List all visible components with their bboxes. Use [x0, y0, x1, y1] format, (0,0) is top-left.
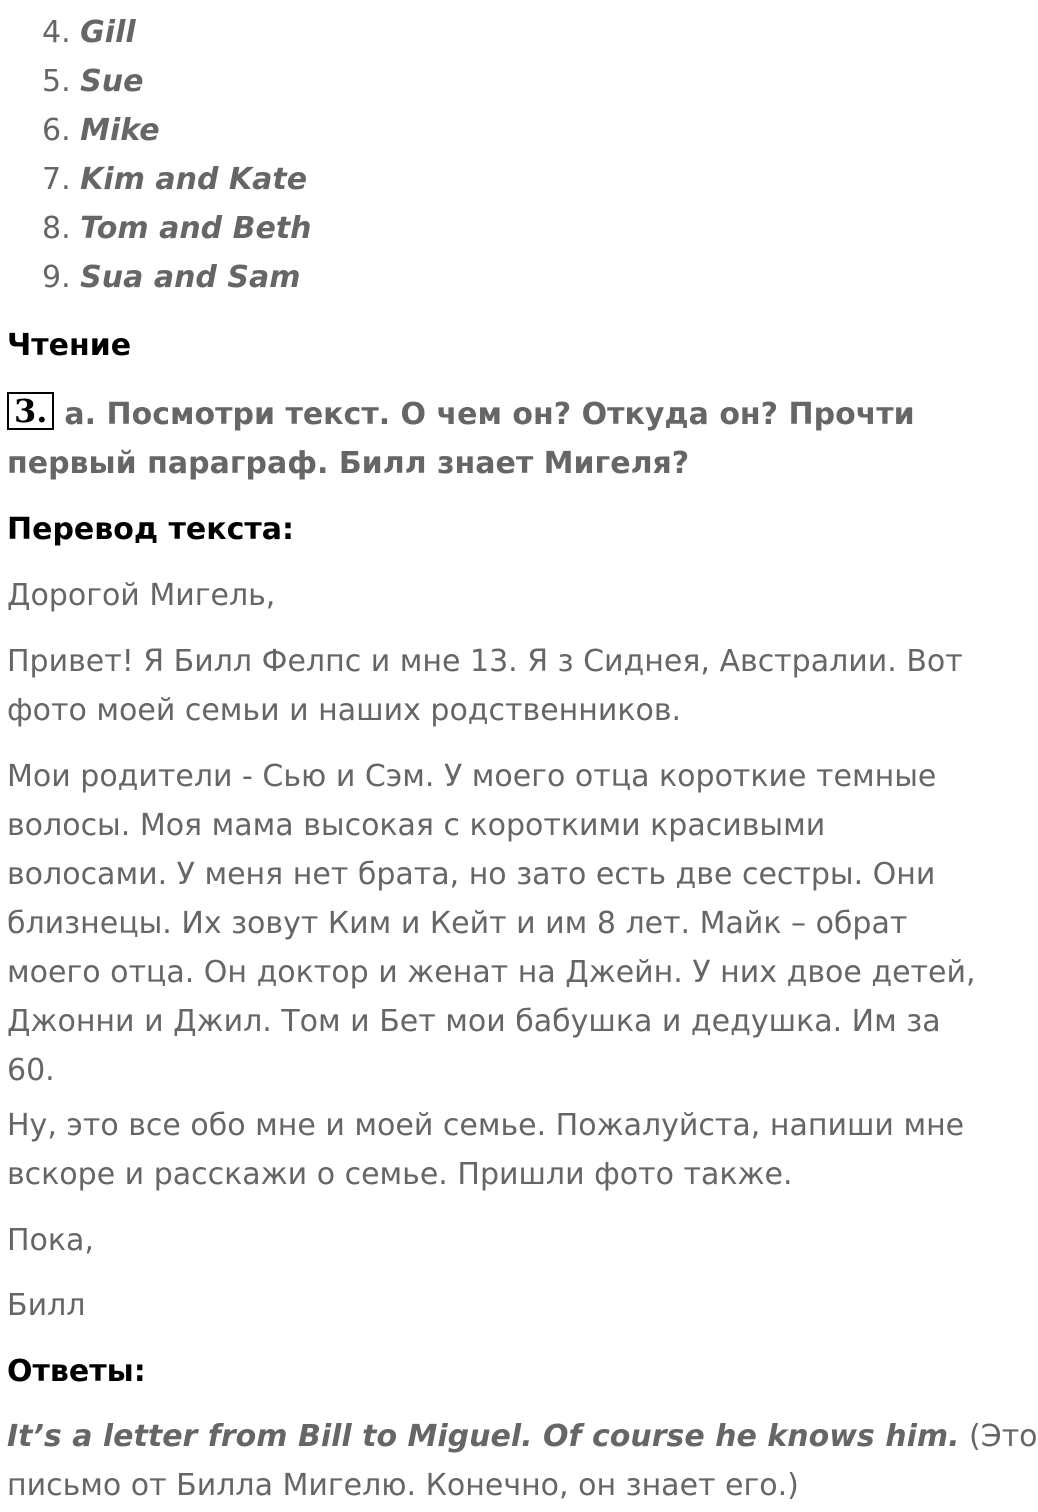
list-item — [42, 106, 160, 155]
list-item — [42, 8, 136, 57]
letter-paragraph-line: 60. — [7, 1053, 55, 1088]
list-name: Sue — [80, 64, 144, 99]
translation-heading: Перевод текста: — [7, 512, 295, 547]
letter-paragraph-line: Джонни и Джил. Том и Бет мои бабушка и дедушка. Им за — [7, 1004, 941, 1039]
answer-english: It’s a letter from Bill to Miguel. Of course he knows him. — [7, 1419, 960, 1454]
task-text-line-2: первый параграф. Билл знает Мигеля? — [7, 446, 690, 481]
letter-paragraph-line: близнецы. Их зовут Ким и Кейт и им 8 лет. Майк – обрат — [7, 906, 908, 941]
list-item — [42, 155, 307, 204]
list-item — [42, 253, 300, 302]
answer-line-2: письмо от Билла Мигелю. Конечно, он знает его.) — [7, 1468, 799, 1503]
list-name: Kim and Kate — [80, 162, 308, 197]
list-number: 9. — [42, 260, 71, 295]
list-name: Mike — [80, 113, 160, 148]
letter-paragraph-line: Мои родители - Сью и Сэм. У моего отца короткие темные — [7, 759, 937, 794]
answer-line-1 — [7, 1412, 1038, 1461]
section-heading-reading: Чтение — [7, 328, 132, 363]
letter-paragraph-line: фото моей семьи и наших родственников. — [7, 693, 682, 728]
letter-paragraph-line: Привет! Я Билл Фелпс и мне 13. Я з Сиднея, Австралии. Вот — [7, 644, 963, 679]
letter-closing: Пока, — [7, 1223, 94, 1258]
list-number: 8. — [42, 211, 71, 246]
task-text: a. Посмотри текст. О чем он? Откуда он? Прочти — [64, 397, 915, 432]
answers-heading: Ответы: — [7, 1354, 146, 1389]
list-item — [42, 204, 312, 253]
letter-paragraph-line: Ну, это все обо мне и моей семье. Пожалуйста, напиши мне — [7, 1108, 965, 1143]
letter-greeting: Дорогой Мигель, — [7, 578, 276, 613]
letter-paragraph-line: вскоре и расскажи о семье. Пришли фото также. — [7, 1157, 793, 1192]
letter-paragraph-line: волосы. Моя мама высокая с короткими красивыми — [7, 808, 826, 843]
task-line-1 — [7, 390, 915, 439]
list-number: 7. — [42, 162, 71, 197]
answer-russian-start: (Это — [959, 1419, 1038, 1454]
list-name: Tom and Beth — [80, 211, 312, 246]
letter-paragraph-line: моего отца. Он доктор и женат на Джейн. У них двое детей, — [7, 955, 976, 990]
task-number-box: 3. — [7, 392, 54, 430]
letter-signature: Билл — [7, 1288, 86, 1323]
list-name: Sua and Sam — [80, 260, 301, 295]
list-number: 5. — [42, 64, 71, 99]
list-name: Gill — [80, 15, 136, 50]
list-item — [42, 57, 143, 106]
list-number: 4. — [42, 15, 71, 50]
list-number: 6. — [42, 113, 71, 148]
letter-paragraph-line: волосами. У меня нет брата, но зато есть две сестры. Они — [7, 857, 936, 892]
